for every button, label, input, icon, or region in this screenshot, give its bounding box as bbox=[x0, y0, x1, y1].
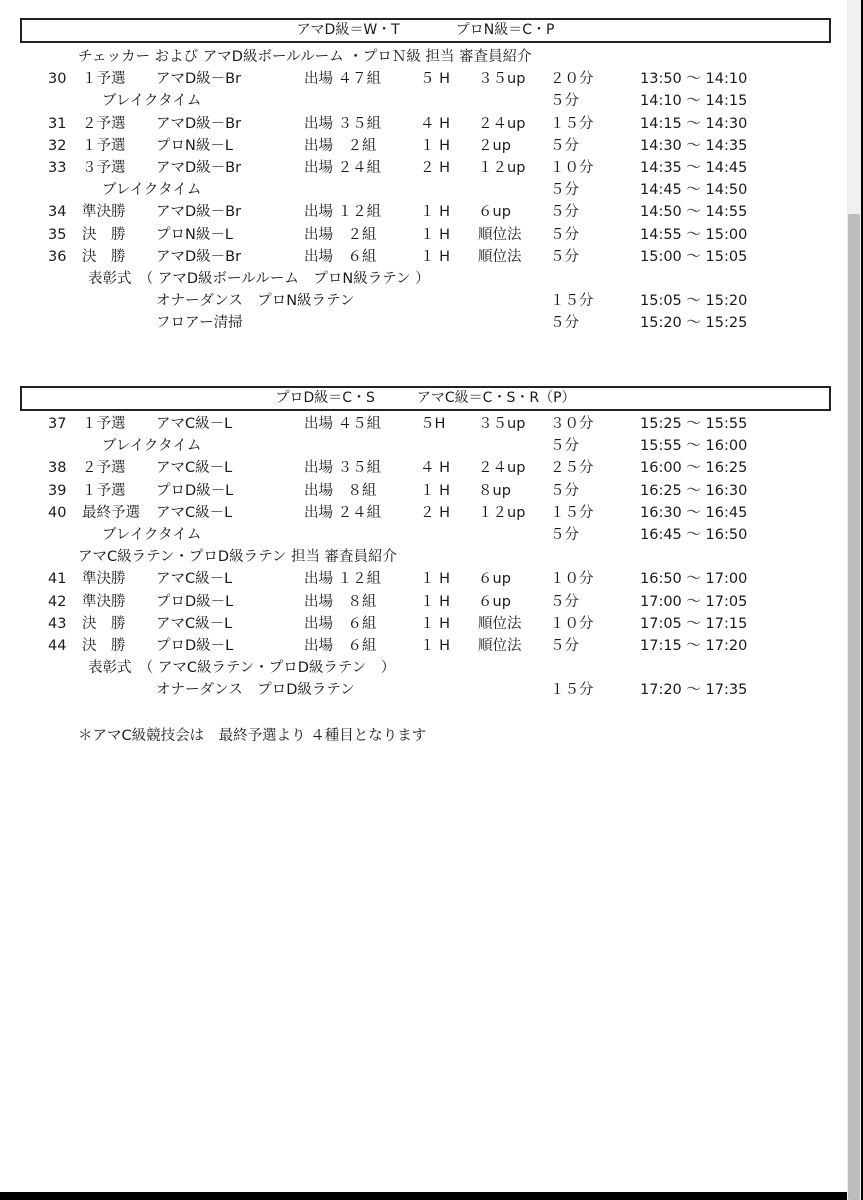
duration: ５分 bbox=[550, 438, 579, 455]
time-range: 16:25 〜 16:30 bbox=[640, 482, 748, 499]
advance-count: 順位法 bbox=[478, 248, 522, 265]
program-item-label: オナーダンス プロD級ラテン bbox=[156, 682, 355, 699]
round-name: １予選 bbox=[82, 416, 126, 432]
break-label: ブレイクタイム bbox=[102, 182, 202, 199]
award-ceremony-row bbox=[0, 657, 847, 679]
entry-count: 出場 ６組 bbox=[304, 248, 377, 265]
class-name: アマD級－Br bbox=[156, 160, 242, 176]
heat-number: 31 bbox=[48, 115, 67, 132]
time-range: 16:30 〜 16:45 bbox=[640, 504, 748, 521]
heat-number: 39 bbox=[48, 482, 67, 499]
duration: ５分 bbox=[550, 527, 579, 543]
duration: ５分 bbox=[550, 593, 579, 610]
heat-number: 36 bbox=[48, 248, 67, 265]
heat-count: １ H bbox=[420, 482, 451, 499]
advance-count: ６up bbox=[478, 204, 511, 221]
section-1-header: アマD級＝W・T プロN級＝C・P bbox=[20, 18, 831, 43]
time-range: 16:45 〜 16:50 bbox=[640, 527, 748, 543]
time-range: 16:00 〜 16:25 bbox=[640, 460, 748, 477]
heat-count: １ H bbox=[420, 638, 451, 654]
break-row bbox=[0, 524, 847, 546]
class-name: プロD級－L bbox=[156, 593, 234, 610]
time-range: 16:50 〜 17:00 bbox=[640, 571, 748, 588]
heat-count: ５H bbox=[420, 416, 446, 432]
advance-count: 順位法 bbox=[478, 226, 522, 243]
heat-row bbox=[0, 413, 847, 435]
award-ceremony-row bbox=[0, 268, 847, 290]
class-name: アマD級－Br bbox=[156, 248, 242, 265]
intro-text: アマC級ラテン・プロD級ラテン 担当 審査員紹介 bbox=[78, 549, 398, 566]
round-name: ３予選 bbox=[82, 160, 126, 176]
round-name: 決 勝 bbox=[82, 248, 126, 265]
entry-count: 出場 ２４組 bbox=[304, 504, 382, 521]
ceremony-label: 表彰式 （ アマC級ラテン・プロD級ラテン ） bbox=[88, 660, 396, 677]
entry-count: 出場 １２組 bbox=[304, 204, 382, 221]
heat-number: 33 bbox=[48, 160, 67, 176]
entry-count: 出場 ３５組 bbox=[304, 460, 382, 477]
class-name: プロD級－L bbox=[156, 638, 234, 654]
break-row bbox=[0, 90, 847, 112]
advance-count: ２４up bbox=[478, 115, 526, 132]
duration: ５分 bbox=[550, 93, 579, 110]
scrollbar-thumb[interactable] bbox=[848, 214, 860, 1200]
round-name: １予選 bbox=[82, 137, 126, 154]
class-name: プロN級－L bbox=[156, 137, 233, 154]
duration: ３０分 bbox=[550, 416, 594, 432]
entry-count: 出場 ４５組 bbox=[304, 416, 382, 432]
intro-text: チェッカー および アマD級ボールルーム ・プロＮ級 担当 審査員紹介 bbox=[78, 49, 532, 65]
duration: ５分 bbox=[550, 137, 579, 154]
heat-count: ５ H bbox=[420, 71, 451, 88]
heat-row bbox=[0, 568, 847, 590]
duration: ５分 bbox=[550, 182, 579, 199]
time-range: 17:20 〜 17:35 bbox=[640, 682, 748, 699]
heat-count: １ H bbox=[420, 571, 451, 588]
entry-count: 出場 ６組 bbox=[304, 638, 377, 654]
heat-number: 41 bbox=[48, 571, 67, 588]
heat-count: １ H bbox=[420, 204, 451, 221]
heat-row bbox=[0, 457, 847, 479]
round-name: １予選 bbox=[82, 482, 126, 499]
heat-number: 34 bbox=[48, 204, 67, 221]
duration: ５分 bbox=[550, 248, 579, 265]
heat-number: 43 bbox=[48, 615, 67, 632]
judges-intro-row bbox=[0, 546, 847, 568]
heat-count: １ H bbox=[420, 226, 451, 243]
round-name: １予選 bbox=[82, 71, 126, 88]
time-range: 17:15 〜 17:20 bbox=[640, 638, 748, 654]
heat-row bbox=[0, 480, 847, 502]
heat-row bbox=[0, 135, 847, 157]
heat-count: ４ H bbox=[420, 115, 451, 132]
advance-count: ６up bbox=[478, 593, 511, 610]
heat-number: 44 bbox=[48, 638, 67, 654]
heat-count: １ H bbox=[420, 593, 451, 610]
duration: ５分 bbox=[550, 226, 579, 243]
heat-number: 38 bbox=[48, 460, 67, 477]
class-name: アマD級－Br bbox=[156, 115, 242, 132]
class-name: アマC級－L bbox=[156, 416, 233, 432]
class-name: アマC級－L bbox=[156, 571, 233, 588]
advance-count: ３５up bbox=[478, 71, 526, 88]
heat-row bbox=[0, 502, 847, 524]
duration: ２０分 bbox=[550, 71, 594, 88]
program-item-label: フロアー清掃 bbox=[156, 315, 243, 332]
time-range: 15:55 〜 16:00 bbox=[640, 438, 748, 455]
time-range: 14:30 〜 14:35 bbox=[640, 137, 748, 154]
scrollbar[interactable] bbox=[847, 0, 863, 1200]
section-2-header: プロD級＝C・S アマC級＝C・S・R（P） bbox=[20, 386, 831, 411]
time-range: 17:05 〜 17:15 bbox=[640, 615, 748, 632]
heat-row bbox=[0, 224, 847, 246]
advance-count: ２４up bbox=[478, 460, 526, 477]
entry-count: 出場 ２組 bbox=[304, 226, 377, 243]
entry-count: 出場 ６組 bbox=[304, 615, 377, 632]
heat-number: 40 bbox=[48, 504, 67, 521]
time-range: 14:35 〜 14:45 bbox=[640, 160, 748, 176]
heat-row bbox=[0, 246, 847, 268]
time-range: 15:20 〜 15:25 bbox=[640, 315, 748, 332]
entry-count: 出場 １２組 bbox=[304, 571, 382, 588]
heat-number: 30 bbox=[48, 71, 67, 88]
entry-count: 出場 ３５組 bbox=[304, 115, 382, 132]
time-range: 15:00 〜 15:05 bbox=[640, 248, 748, 265]
time-range: 15:05 〜 15:20 bbox=[640, 293, 748, 310]
duration: １５分 bbox=[550, 115, 594, 132]
break-row bbox=[0, 435, 847, 457]
time-range: 14:50 〜 14:55 bbox=[640, 204, 748, 221]
entry-count: 出場 ２組 bbox=[304, 137, 377, 154]
duration: ５分 bbox=[550, 482, 579, 499]
time-range: 17:00 〜 17:05 bbox=[640, 593, 748, 610]
round-name: 決 勝 bbox=[82, 638, 126, 654]
class-name: プロD級－L bbox=[156, 482, 234, 499]
entry-count: 出場 ２４組 bbox=[304, 160, 382, 176]
round-name: 決 勝 bbox=[82, 226, 126, 243]
heat-count: ２ H bbox=[420, 160, 451, 176]
class-name: アマC級－L bbox=[156, 504, 233, 521]
duration: ５分 bbox=[550, 638, 579, 654]
round-name: 最終予選 bbox=[82, 504, 140, 521]
heat-row bbox=[0, 591, 847, 613]
break-label: ブレイクタイム bbox=[102, 93, 202, 110]
duration: ２５分 bbox=[550, 460, 594, 477]
advance-count: ３５up bbox=[478, 416, 526, 432]
time-range: 14:15 〜 14:30 bbox=[640, 115, 748, 132]
heat-number: 32 bbox=[48, 137, 67, 154]
heat-row bbox=[0, 201, 847, 223]
round-name: 準決勝 bbox=[82, 204, 126, 221]
round-name: ２予選 bbox=[82, 460, 126, 477]
heat-row bbox=[0, 613, 847, 635]
break-row bbox=[0, 179, 847, 201]
heat-count: １ H bbox=[420, 137, 451, 154]
time-range: 14:10 〜 14:15 bbox=[640, 93, 748, 110]
time-range: 14:45 〜 14:50 bbox=[640, 182, 748, 199]
duration: ５分 bbox=[550, 315, 579, 332]
ceremony-label: 表彰式 （ アマD級ボールルーム プロN級ラテン ） bbox=[88, 271, 430, 287]
duration: １０分 bbox=[550, 571, 594, 588]
break-label: ブレイクタイム bbox=[102, 438, 202, 455]
duration: １５分 bbox=[550, 682, 594, 699]
duration: ５分 bbox=[550, 204, 579, 221]
heat-count: ２ H bbox=[420, 504, 451, 521]
program-item-row bbox=[0, 312, 847, 334]
entry-count: 出場 ８組 bbox=[304, 593, 377, 610]
round-name: ２予選 bbox=[82, 115, 126, 132]
advance-count: 順位法 bbox=[478, 638, 522, 654]
advance-count: ６up bbox=[478, 571, 511, 588]
time-range: 13:50 〜 14:10 bbox=[640, 71, 748, 88]
advance-count: ８up bbox=[478, 482, 511, 499]
duration: １５分 bbox=[550, 504, 594, 521]
footnote: ＊アマC級競技会は 最終予選より ４種目となります bbox=[78, 728, 427, 744]
judges-intro-row bbox=[0, 46, 847, 68]
entry-count: 出場 ８組 bbox=[304, 482, 377, 499]
entry-count: 出場 ４７組 bbox=[304, 71, 382, 88]
round-name: 決 勝 bbox=[82, 615, 126, 632]
heat-count: １ H bbox=[420, 248, 451, 265]
time-range: 14:55 〜 15:00 bbox=[640, 226, 748, 243]
program-item-row bbox=[0, 679, 847, 701]
duration: １０分 bbox=[550, 160, 594, 176]
heat-number: 37 bbox=[48, 416, 67, 432]
class-name: アマC級－L bbox=[156, 460, 233, 477]
round-name: 準決勝 bbox=[82, 571, 126, 588]
round-name: 準決勝 bbox=[82, 593, 126, 610]
program-item-row bbox=[0, 290, 847, 312]
break-label: ブレイクタイム bbox=[102, 527, 202, 543]
advance-count: ２up bbox=[478, 137, 511, 154]
heat-row bbox=[0, 113, 847, 135]
class-name: プロN級－L bbox=[156, 226, 233, 243]
duration: １５分 bbox=[550, 293, 594, 310]
advance-count: 順位法 bbox=[478, 615, 522, 632]
heat-row bbox=[0, 157, 847, 179]
advance-count: １２up bbox=[478, 504, 526, 521]
heat-row bbox=[0, 635, 847, 657]
heat-count: ４ H bbox=[420, 460, 451, 477]
heat-count: １ H bbox=[420, 615, 451, 632]
heat-number: 35 bbox=[48, 226, 67, 243]
class-name: アマD級－Br bbox=[156, 204, 242, 221]
duration: １０分 bbox=[550, 615, 594, 632]
program-item-label: オナーダンス プロN級ラテン bbox=[156, 293, 355, 310]
class-name: アマD級－Br bbox=[156, 71, 242, 88]
heat-row bbox=[0, 68, 847, 90]
heat-number: 42 bbox=[48, 593, 67, 610]
time-range: 15:25 〜 15:55 bbox=[640, 416, 748, 432]
advance-count: １２up bbox=[478, 160, 526, 176]
class-name: アマC級－L bbox=[156, 615, 233, 632]
